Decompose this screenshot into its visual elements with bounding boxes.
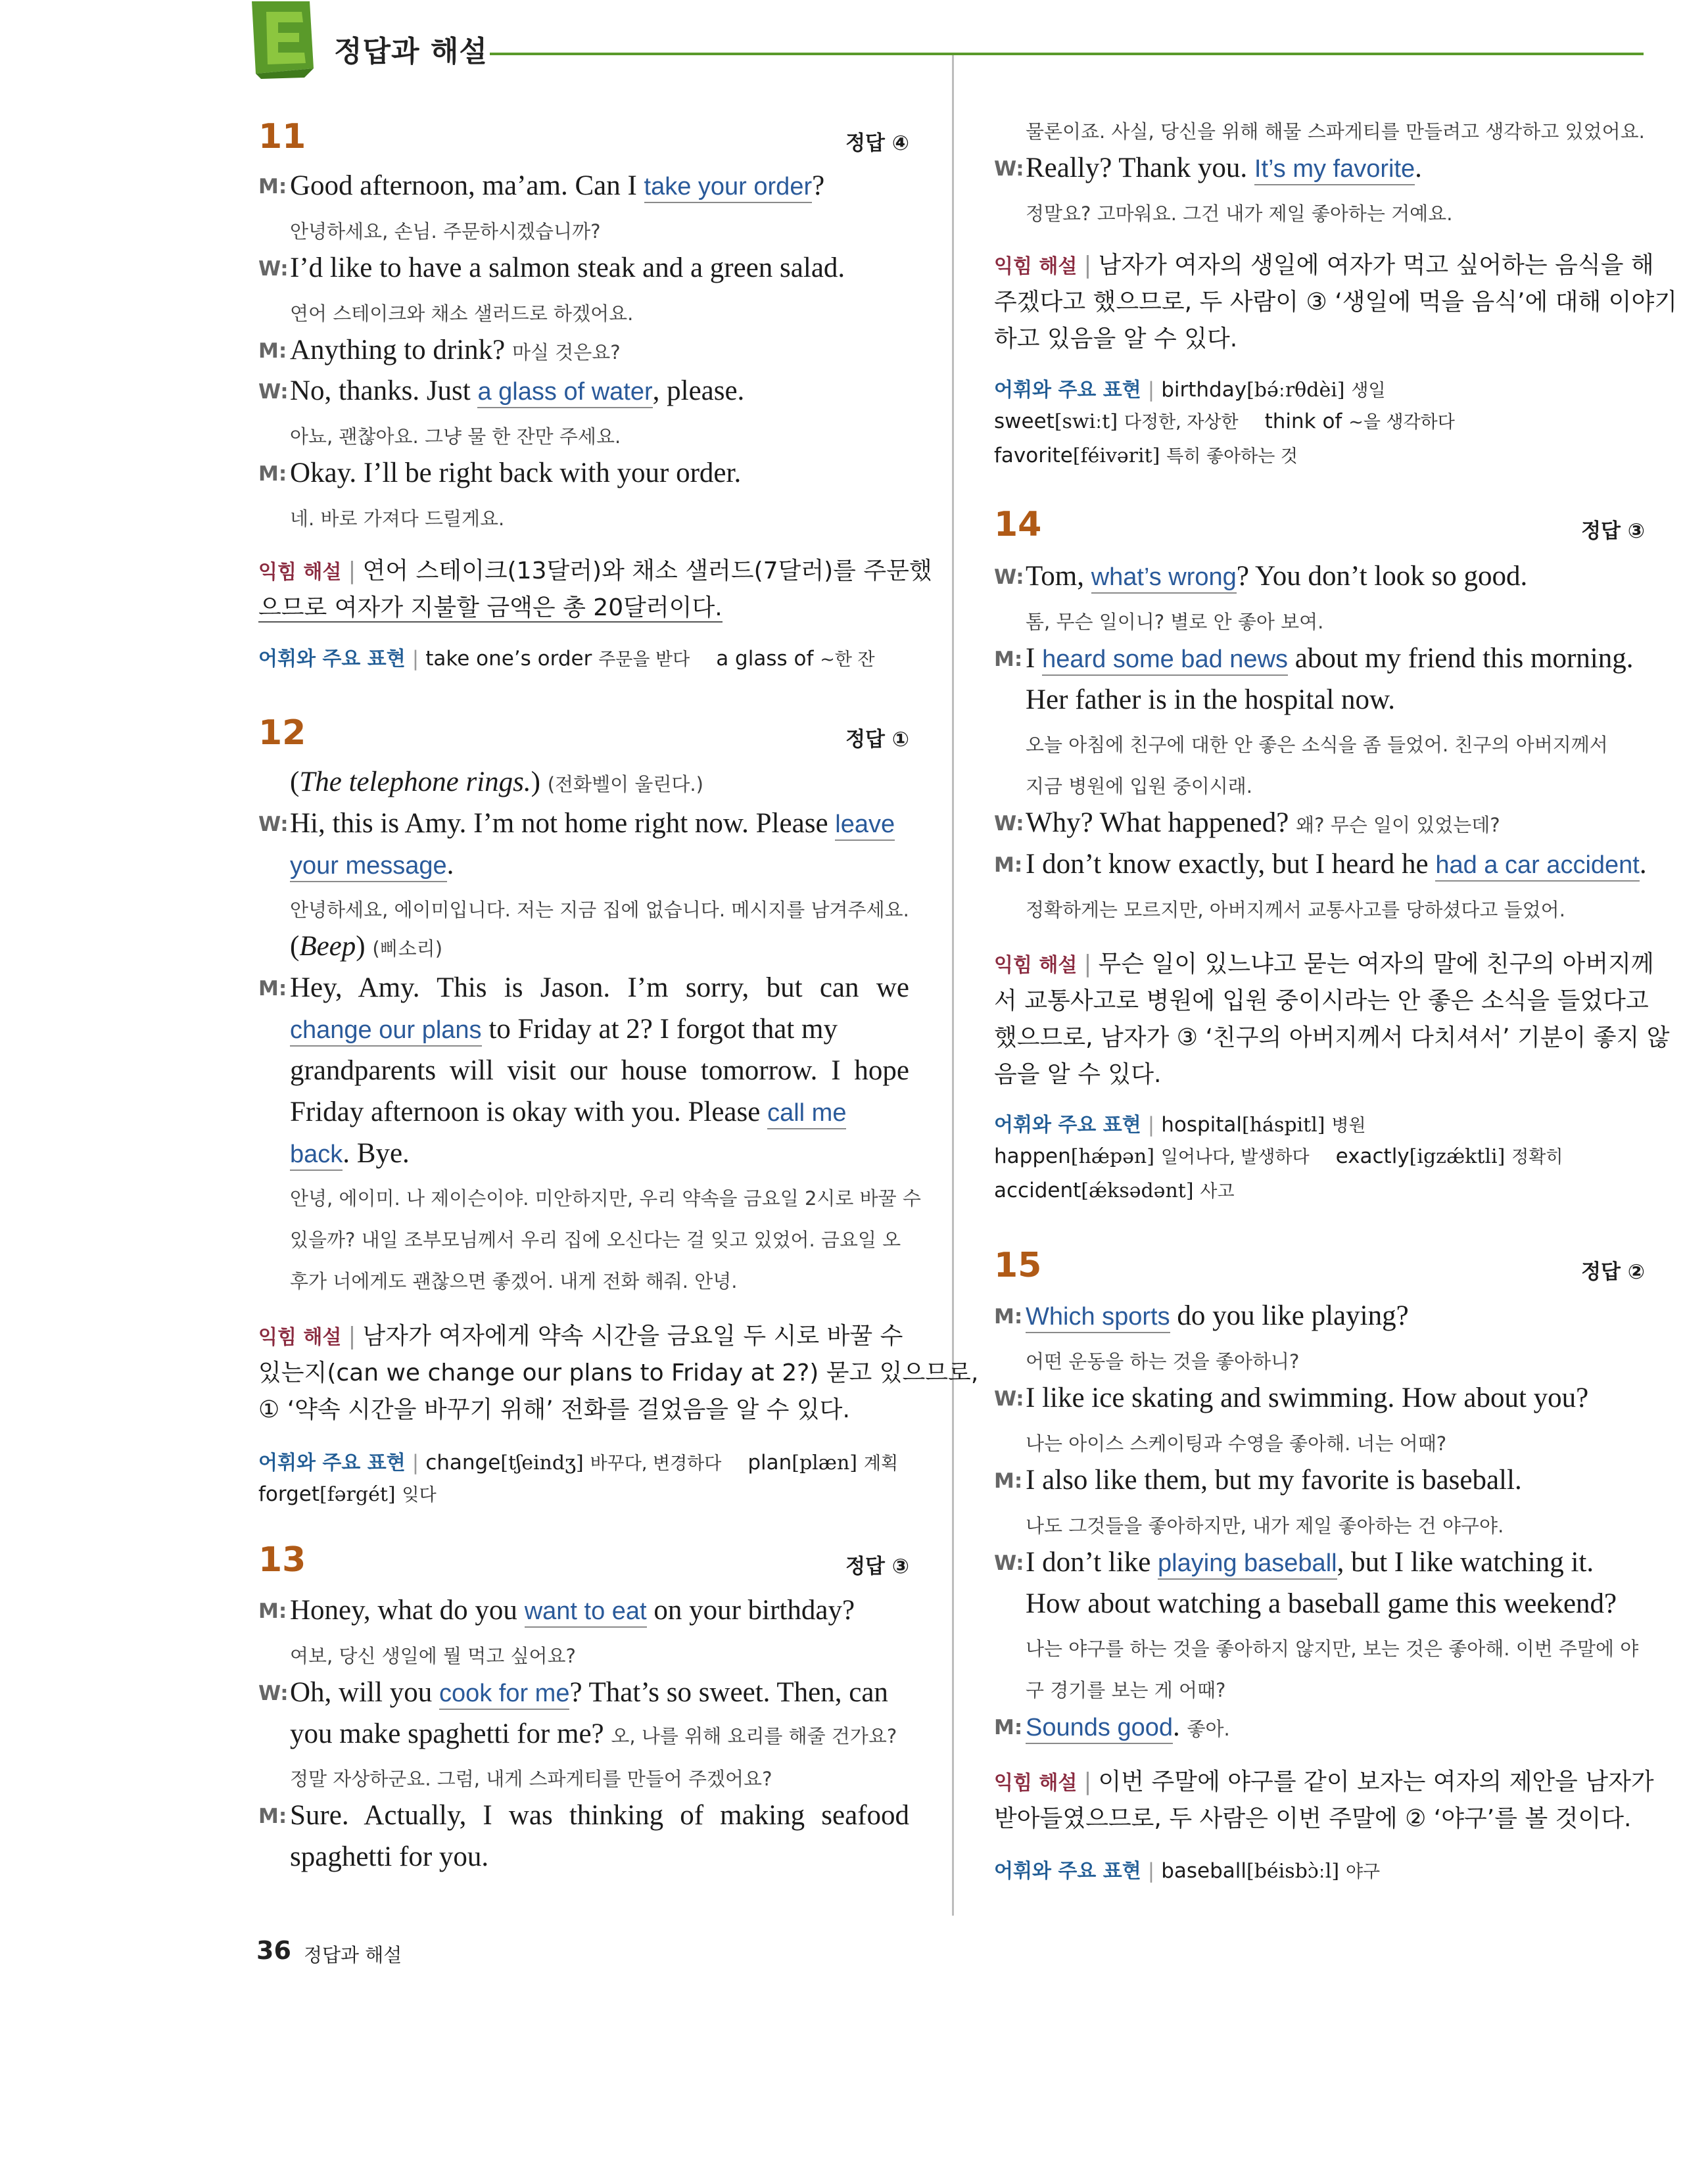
key-expression: Which sports xyxy=(1026,1303,1170,1333)
key-expression: take your order xyxy=(644,173,813,203)
dialogue-text: No, thanks. Just xyxy=(290,375,478,406)
question-13-header xyxy=(258,1540,909,1586)
dialogue-text: . xyxy=(1172,1711,1187,1742)
vocab-meaning: 다정한, 자상한 xyxy=(1124,412,1239,433)
vocab-phonetic: [fərgét] xyxy=(320,1483,396,1506)
speaker-label: W: xyxy=(258,1682,289,1705)
answer-label: 정답 ③ xyxy=(845,1555,909,1578)
speaker-label: W: xyxy=(258,813,289,836)
dialogue-text: . xyxy=(1639,849,1647,880)
dialogue-text: I xyxy=(1026,643,1043,674)
vocab-meaning: 특히 좋아하는 것 xyxy=(1166,446,1298,467)
question-14-header xyxy=(994,505,1645,551)
translation: 지금 병원에 입원 중이시래. xyxy=(1026,775,1253,797)
translation: 좋아. xyxy=(1187,1718,1230,1740)
explanation-text: 서 교통사고로 병원에 입원 중이시라는 안 좋은 소식을 들었다고 xyxy=(994,987,1649,1014)
dialogue-text: ? That’s so sweet. Then, can xyxy=(569,1677,888,1708)
vocab-meaning: ~한 잔 xyxy=(820,650,875,670)
vocab-term: happen xyxy=(994,1145,1071,1168)
translation: 안녕, 에이미. 나 제이슨이야. 미안하지만, 우리 약속을 금요일 2시로 바꿀 수 xyxy=(290,1187,921,1210)
translation: 왜? 무슨 일이 있었는데? xyxy=(1296,814,1500,836)
key-expression: playing baseball xyxy=(1158,1549,1337,1580)
explanation-label: 익힘 해설 xyxy=(994,954,1078,977)
translation: 오, 나를 위해 요리를 해줄 건가요? xyxy=(611,1725,897,1747)
vocab-term: accident xyxy=(994,1179,1081,1202)
stage-direction-text: Beep xyxy=(299,931,356,962)
vocab-phonetic: [ǽksədənt] xyxy=(1081,1179,1194,1202)
key-expression: It’s my favorite xyxy=(1254,155,1415,185)
vocab-term: plan xyxy=(747,1451,792,1475)
speaker-label: M: xyxy=(258,462,287,486)
translation: 물론이죠. 사실, 당신을 위해 해물 스파게티를 만들려고 생각하고 있었어요. xyxy=(1026,120,1645,143)
translation: 안녕하세요, 에이미입니다. 저는 지금 집에 없습니다. 메시지를 남겨주세요. xyxy=(290,899,909,921)
explanation-label: 익힘 해설 xyxy=(994,255,1078,278)
speaker-label: M: xyxy=(258,977,287,1001)
explanation-text: 남자가 여자의 생일에 여자가 먹고 싶어하는 음식을 해 xyxy=(1098,252,1654,279)
vocab-meaning: 일어나다, 발생하다 xyxy=(1160,1147,1310,1168)
explanation-text: ① ‘약속 시간을 바꾸기 위해’ 전화를 걸었음을 알 수 있다. xyxy=(258,1396,850,1423)
dialogue-text: . xyxy=(1415,153,1422,183)
key-expression: a glass of water xyxy=(477,378,652,408)
vocab-term: change xyxy=(425,1451,501,1475)
answer-label: 정답 ② xyxy=(1581,1260,1645,1284)
translation: 여보, 당신 생일에 뭘 먹고 싶어요? xyxy=(290,1645,576,1667)
vocab-label: 어휘와 주요 표현 xyxy=(258,1452,406,1475)
answer-label: 정답 ① xyxy=(845,728,909,751)
translation: 나도 그것들을 좋아하지만, 내가 제일 좋아하는 건 야구야. xyxy=(1026,1515,1504,1537)
vocab-meaning: 사고 xyxy=(1200,1181,1235,1202)
vocab-label: 어휘와 주요 표현 xyxy=(994,1114,1141,1137)
dialogue-text: Okay. I’ll be right back with your order. xyxy=(290,458,742,488)
vocab-meaning: 주문을 받다 xyxy=(598,650,690,670)
question-number: 12 xyxy=(258,713,306,753)
speaker-label: M: xyxy=(258,1805,287,1828)
key-expression: what’s wrong xyxy=(1091,563,1237,594)
vocab-phonetic: [bə́ːrθdèi] xyxy=(1246,379,1345,402)
translation: 나는 아이스 스케이팅과 수영을 좋아해. 너는 어때? xyxy=(1026,1432,1447,1455)
translation: 어떤 운동을 하는 것을 좋아하니? xyxy=(1026,1350,1300,1373)
dialogue-text: do you like playing? xyxy=(1170,1300,1409,1331)
key-expression: had a car accident xyxy=(1435,851,1640,882)
translation: 있을까? 내일 조부모님께서 우리 집에 오신다는 걸 잊고 있었어. 금요일 오 xyxy=(290,1229,901,1251)
dialogue-text: I like ice skating and swimming. How about you? xyxy=(1026,1382,1589,1413)
dialogue-text: about my friend this morning. xyxy=(1287,643,1634,674)
vocab-label: 어휘와 주요 표현 xyxy=(994,379,1141,402)
translation: 구 경기를 보는 게 어때? xyxy=(1026,1679,1226,1701)
explanation-text: 주겠다고 했으므로, 두 사람이 ③ ‘생일에 먹을 음식’에 대해 이야기 xyxy=(994,289,1677,316)
key-expression: cook for me xyxy=(439,1680,570,1710)
translation: 연어 스테이크와 채소 샐러드로 하겠어요. xyxy=(290,302,634,325)
speaker-label: M: xyxy=(258,1599,287,1623)
question-12-header xyxy=(258,713,909,759)
explanation-text: 하고 있음을 알 수 있다. xyxy=(994,325,1238,352)
stage-direction-text: The telephone rings. xyxy=(299,767,531,797)
translation: 마실 것은요? xyxy=(512,341,621,364)
explanation-text: 받아들였으므로, 두 사람은 이번 주말에 ② ‘야구’를 볼 것이다. xyxy=(994,1805,1632,1832)
header-rule xyxy=(490,53,1644,55)
dialogue-text: , but I like watching it. xyxy=(1337,1547,1594,1578)
page-number: 36 xyxy=(256,1936,291,1965)
key-expression: leave xyxy=(835,811,895,841)
key-expression: want to eat xyxy=(525,1597,647,1628)
explanation-text: 있는지(can we change our plans to Friday at 2?) 묻고 있으므로, xyxy=(258,1359,979,1386)
speaker-label: W: xyxy=(994,565,1024,589)
vocab-meaning: 병원 xyxy=(1331,1116,1366,1136)
vocab-meaning: 바꾸다, 변경하다 xyxy=(590,1453,722,1474)
translation: 안녕하세요, 손님. 주문하시겠습니까? xyxy=(290,220,601,243)
vocab-term: birthday xyxy=(1161,378,1247,402)
translation: 정말요? 고마워요. 그건 내가 제일 좋아하는 거예요. xyxy=(1026,202,1453,225)
dialogue-text: Honey, what do you xyxy=(290,1595,525,1626)
dialogue-text: Why? What happened? xyxy=(1026,807,1296,838)
explanation-text: 남자가 여자에게 약속 시간을 금요일 두 시로 바꿀 수 xyxy=(362,1323,903,1350)
key-expression: your message xyxy=(290,852,447,882)
explanation-label: 익힘 해설 xyxy=(258,561,342,584)
vocab-term: exactly xyxy=(1335,1145,1410,1168)
question-11-header xyxy=(258,117,909,163)
footer-label: 정답과 해설 xyxy=(304,1944,402,1966)
dialogue-text: Hi, this is Amy. I’m not home right now. Please xyxy=(290,808,836,839)
explanation-label: 익힘 해설 xyxy=(994,1772,1078,1795)
speaker-label: W: xyxy=(258,380,289,404)
section-logo-icon xyxy=(247,0,319,79)
key-expression: back xyxy=(290,1141,343,1171)
dialogue-text: ? You don’t look so good. xyxy=(1236,561,1528,592)
vocab-label: 어휘와 주요 표현 xyxy=(994,1860,1141,1883)
column-divider xyxy=(952,55,954,1916)
dialogue-text: Friday afternoon is okay with you. Please xyxy=(290,1097,768,1127)
explanation-text: 음을 알 수 있다. xyxy=(994,1061,1162,1088)
dialogue-text: Hey, Amy. This is Jason. I’m sorry, but can we xyxy=(290,972,909,1003)
vocab-term: baseball xyxy=(1161,1859,1247,1883)
vocab-phonetic: [swiːt] xyxy=(1054,410,1118,433)
dialogue-text: How about watching a baseball game this weekend? xyxy=(1026,1588,1617,1619)
vocab-term: take one’s order xyxy=(425,647,592,671)
dialogue-text: I don’t know exactly, but I heard he xyxy=(1026,849,1436,880)
explanation-text: 으므로 여자가 지불할 금액은 총 20달러이다. xyxy=(258,594,723,621)
vocab-meaning: 생일 xyxy=(1351,381,1386,401)
speaker-label: M: xyxy=(994,648,1023,671)
dialogue-text: Oh, will you xyxy=(290,1677,439,1708)
vocab-term: a glass of xyxy=(716,647,814,671)
explanation-text: 무슨 일이 있느냐고 묻는 여자의 말에 친구의 아버지께 xyxy=(1098,951,1654,978)
dialogue-text: on your birthday? xyxy=(646,1595,855,1626)
dialogue-text: spaghetti for you. xyxy=(290,1841,489,1872)
vocab-phonetic: [plæn] xyxy=(792,1452,857,1475)
vocab-term: forget xyxy=(258,1482,320,1506)
page-header-title: 정답과 해설 xyxy=(334,35,488,68)
translation: 오늘 아침에 친구에 대한 안 좋은 소식을 좀 들었어. 친구의 아버지께서 xyxy=(1026,734,1608,756)
vocab-term: think of xyxy=(1264,410,1342,433)
translation: 정말 자상하군요. 그럼, 내게 스파게티를 만들어 주겠어요? xyxy=(290,1768,772,1790)
vocab-phonetic: [háspitl] xyxy=(1242,1114,1325,1137)
dialogue-text: Anything to drink? xyxy=(290,335,512,366)
dialogue-text: to Friday at 2? I forgot that my xyxy=(481,1014,838,1045)
dialogue-text: ? xyxy=(812,170,825,201)
speaker-label: M: xyxy=(994,1716,1023,1739)
explanation-text: 이번 주말에 야구를 같이 보자는 여자의 제안을 남자가 xyxy=(1098,1768,1654,1795)
translation: (전화벨이 울린다.) xyxy=(547,773,703,795)
translation: 정확하게는 모르지만, 아버지께서 교통사고를 당하셨다고 들었어. xyxy=(1026,899,1565,921)
speaker-label: M: xyxy=(994,1469,1023,1493)
translation: 나는 야구를 하는 것을 좋아하지 않지만, 보는 것은 좋아해. 이번 주말에 야 xyxy=(1026,1638,1639,1660)
vocab-label: 어휘와 주요 표현 xyxy=(258,648,406,671)
translation: 아뇨, 괜찮아요. 그냥 물 한 잔만 주세요. xyxy=(290,425,621,448)
dialogue-text: Tom, xyxy=(1026,561,1091,592)
speaker-label: M: xyxy=(258,339,287,363)
key-expression: Sounds good xyxy=(1026,1714,1173,1744)
key-expression: heard some bad news xyxy=(1042,646,1288,676)
vocab-term: hospital xyxy=(1161,1113,1243,1137)
vocab-meaning: 정확히 xyxy=(1511,1147,1563,1168)
dialogue-text: . Bye. xyxy=(343,1138,410,1169)
speaker-label: M: xyxy=(258,175,287,199)
dialogue-text: Sure. Actually, I was thinking of making seafood xyxy=(290,1800,909,1831)
translation: (삐소리) xyxy=(372,937,443,960)
dialogue-text: grandparents will visit our house tomorrow. I hope xyxy=(290,1055,909,1086)
vocab-phonetic: [hǽpən] xyxy=(1070,1145,1154,1168)
question-number: 11 xyxy=(258,117,306,156)
key-expression: call me xyxy=(767,1099,846,1129)
vocab-meaning: 계획 xyxy=(863,1453,899,1474)
dialogue-text: Her father is in the hospital now. xyxy=(1026,684,1396,715)
question-number: 13 xyxy=(258,1540,306,1580)
explanation-label: 익힘 해설 xyxy=(258,1326,342,1349)
answer-label: 정답 ④ xyxy=(845,131,909,155)
dialogue-text: you make spaghetti for me? xyxy=(290,1718,611,1749)
dialogue-text: , please. xyxy=(652,375,745,406)
question-15-header xyxy=(994,1246,1645,1292)
vocab-meaning: 야구 xyxy=(1345,1862,1381,1882)
speaker-label: W: xyxy=(994,1387,1024,1411)
translation: 네. 바로 가져다 드릴게요. xyxy=(290,508,505,530)
vocab-phonetic: [féivərit] xyxy=(1072,444,1160,467)
speaker-label: W: xyxy=(994,1551,1024,1575)
dialogue-text: I also like them, but my favorite is baseball. xyxy=(1026,1465,1522,1496)
vocab-phonetic: [tʃeindʒ] xyxy=(500,1452,584,1475)
dialogue-text: Really? Thank you. xyxy=(1026,153,1254,183)
speaker-label: M: xyxy=(994,853,1023,877)
dialogue-text: . xyxy=(446,849,454,880)
dialogue-text: Good afternoon, ma’am. Can I xyxy=(290,170,644,201)
question-number: 15 xyxy=(994,1246,1042,1285)
dialogue-text: I’d like to have a salmon steak and a green salad. xyxy=(290,252,845,283)
vocab-phonetic: [igzǽktli] xyxy=(1409,1145,1506,1168)
speaker-label: W: xyxy=(258,257,289,281)
speaker-label: M: xyxy=(994,1305,1023,1329)
explanation-text: 연어 스테이크(13달러)와 채소 샐러드(7달러)를 주문했 xyxy=(362,557,932,584)
vocab-term: sweet xyxy=(994,410,1055,433)
speaker-label: W: xyxy=(994,157,1024,181)
translation: 톰, 무슨 일이니? 별로 안 좋아 보여. xyxy=(1026,611,1324,633)
answer-label: 정답 ③ xyxy=(1581,519,1645,543)
vocab-meaning: 잊다 xyxy=(402,1485,437,1505)
question-number: 14 xyxy=(994,505,1042,544)
explanation-text: 했으므로, 남자가 ③ ‘친구의 아버지께서 다치셔서’ 기분이 좋지 않 xyxy=(994,1024,1670,1051)
translation: 후가 너에게도 괜찮으면 좋겠어. 내게 전화 해줘. 안녕. xyxy=(290,1270,738,1292)
dialogue-text: I don’t like xyxy=(1026,1547,1158,1578)
speaker-label: W: xyxy=(994,812,1024,836)
vocab-term: favorite xyxy=(994,444,1073,467)
vocab-meaning: ~을 생각하다 xyxy=(1348,412,1455,433)
vocab-phonetic: [béisbɔ̀ːl] xyxy=(1246,1860,1340,1883)
key-expression: change our plans xyxy=(290,1016,482,1047)
